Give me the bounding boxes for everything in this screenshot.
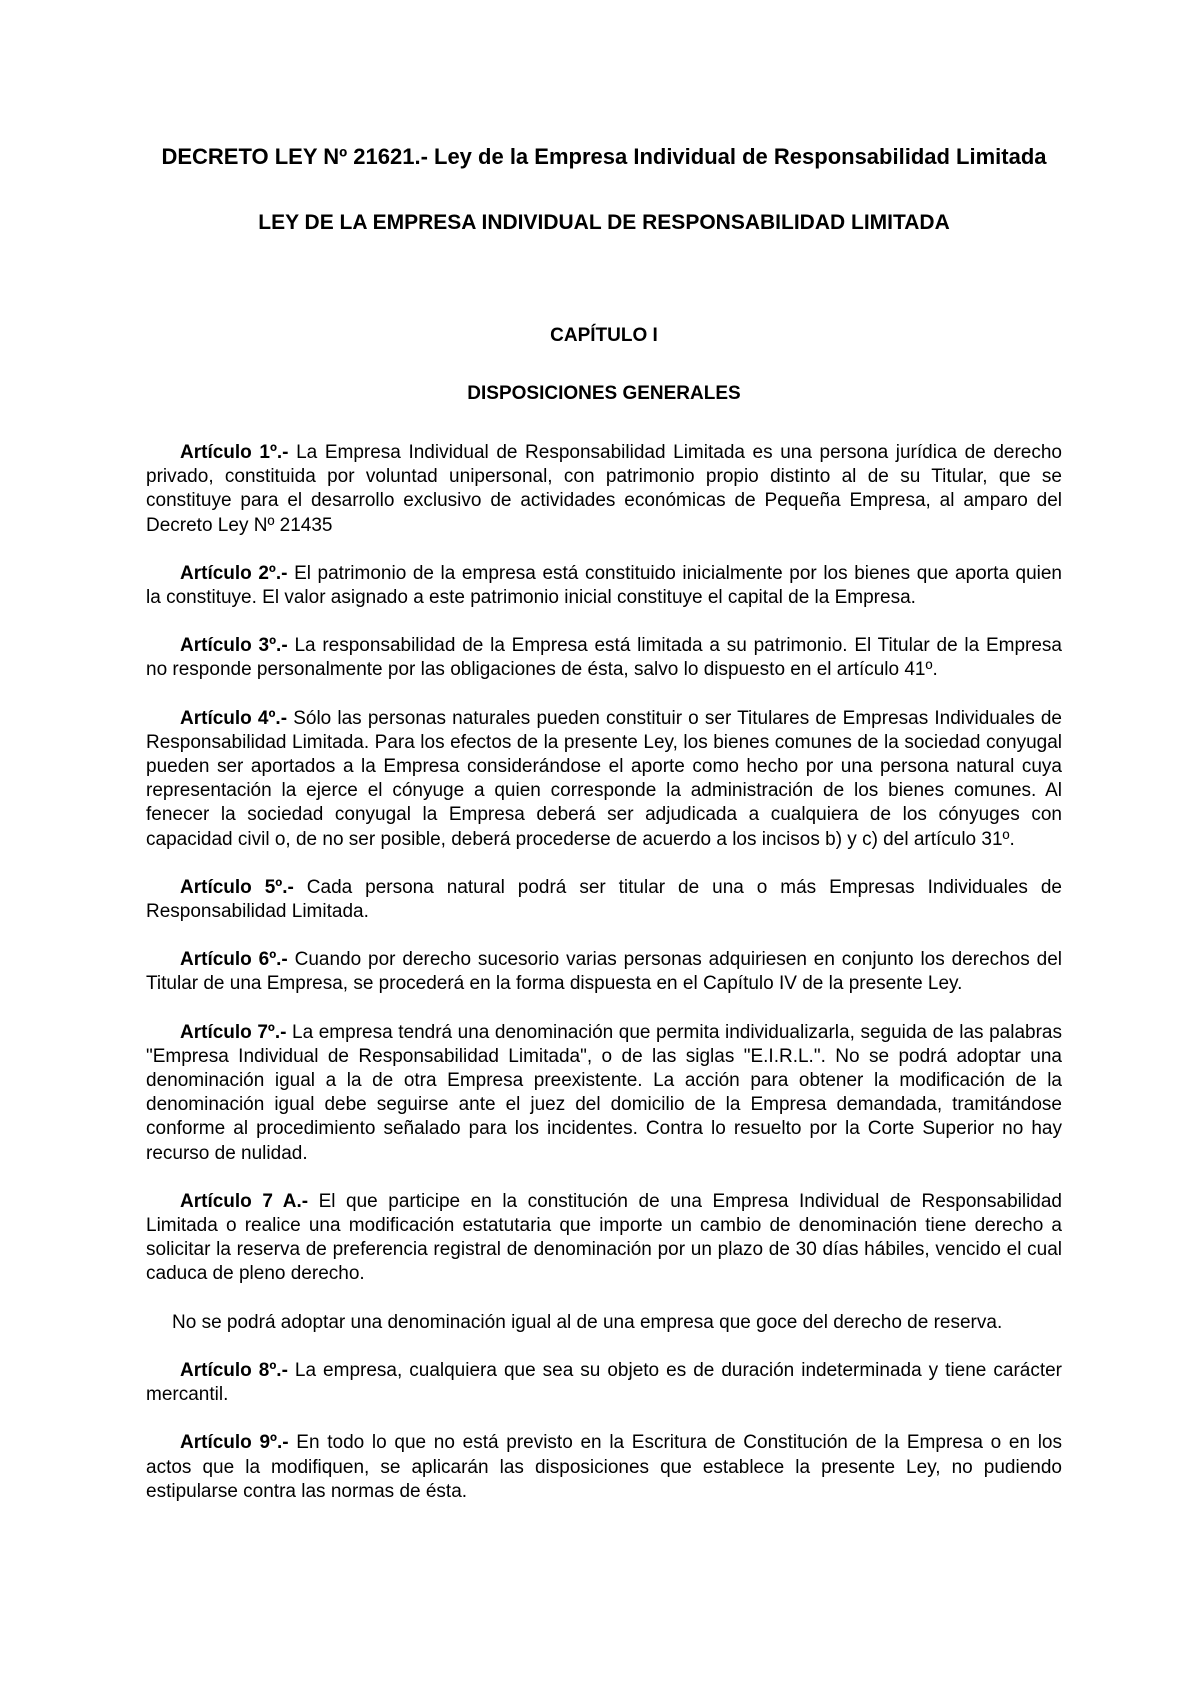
article-text: En todo lo que no está previsto en la Escritura de Constitución de la Empresa o en los actos que la modifiquen, se aplicarán las disposiciones que establece la presente Ley, no pudiendo estipularse contra las normas de ésta. [146,1432,1062,1502]
article-label: Artículo 1º.- [180,442,289,463]
article-2 [146,562,1062,610]
article-7a-paragraph [146,1311,1062,1335]
article-label: Artículo 7º.- [180,1021,287,1043]
article-9 [146,1431,1062,1504]
article-text: Sólo las personas naturales pueden constituir o ser Titulares de Empresas Individuales de Responsabilidad Limitada. Para los efectos de la presente Ley, los bienes comunes de la sociedad conyugal pueden ser aportados a la Empresa considerándose el aporte como hecho por una persona natural cuya representación la ejerce el cónyuge a quien corresponde la administración de los bienes comunes. Al fenecer la sociedad conyugal la Empresa deberá ser adjudicada a cualquiera de los cónyuges con capacidad civil o, de no ser posible, deberá procederse de acuerdo a los incisos b) y c) del artículo 31º. [146,707,1062,850]
article-label: Artículo 2º.- [180,562,288,584]
article-8 [146,1359,1062,1407]
section-heading: DISPOSICIONES GENERALES [467,383,741,404]
article-text: La empresa tendrá una denominación que permita individualizarla, seguida de las palabras "Empresa Individual de Responsabilidad Limitada", o de las siglas "E.I.R.L.". No se podrá adoptar una denominación igual a la de otra Empresa preexistente. La acción para obtener la modificación de la denominación igual debe seguirse ante el juez del domicilio de la Empresa demandada, tramitándose conforme al procedimiento señalado para los incidentes. Contra lo resuelto por la Corte Superior no hay recurso de nulidad. [146,1021,1062,1164]
article-text: La responsabilidad de la Empresa está limitada a su patrimonio. El Titular de la Empresa no responde personalmente por las obligaciones de ésta, salvo lo dispuesto en el artículo 41º. [146,635,1063,681]
article-5 [146,876,1062,924]
article-text: El patrimonio de la empresa está constituido inicialmente por los bienes que aporta quien la constituye. El valor asignado a este patrimonio inicial constituye el capital de la Empresa. [146,562,1062,609]
article-6 [146,948,1062,996]
document-subtitle: LEY DE LA EMPRESA INDIVIDUAL DE RESPONSABILIDAD LIMITADA [258,211,950,234]
article-1 [146,441,1062,538]
article-text: Cada persona natural podrá ser titular de una o más Empresas Individuales de Responsabilidad Limitada. [146,876,1063,923]
article-label: Artículo 8º.- [180,1359,288,1381]
article-label: Artículo 9º.- [180,1432,289,1454]
article-7a [146,1190,1062,1287]
article-label: Artículo 7 A.- [180,1190,309,1212]
article-label: Artículo 4º.- [180,707,288,729]
article-text: La empresa, cualquiera que sea su objeto es de duración indeterminada y tiene carácter mercantil. [146,1359,1063,1406]
article-7 [146,1021,1062,1166]
article-label: Artículo 6º.- [180,949,288,971]
chapter-heading: CAPÍTULO I [550,325,658,346]
article-text: La Empresa Individual de Responsabilidad Limitada es una persona jurídica de derecho privado, constituida por voluntad unipersonal, con patrimonio propio distinto al de su Titular, que se constituye para el desarrollo exclusivo de actividades económicas de Pequeña Empresa, al amparo del Decreto Ley Nº 21435 [146,442,1063,536]
document-title: DECRETO LEY Nº 21621.- Ley de la Empresa Individual de Responsabilidad Limitada [161,144,1047,169]
article-label: Artículo 5º.- [180,876,294,898]
article-4 [146,707,1062,852]
article-text: No se podrá adoptar una denominación igual al de una empresa que goce del derecho de reserva. [172,1311,1003,1333]
article-text: Cuando por derecho sucesorio varias personas adquiriesen en conjunto los derechos del Titular de una Empresa, se procederá en la forma dispuesta en el Capítulo IV de la presente Ley. [146,949,1062,995]
article-text: El que participe en la constitución de una Empresa Individual de Responsabilidad Limitada o realice una modificación estatutaria que importe un cambio de denominación tiene derecho a solicitar la reserva de preferencia registral de denominación por un plazo de 30 días hábiles, vencido el cual caduca de pleno derecho. [146,1190,1062,1285]
article-3 [146,634,1062,682]
article-label: Artículo 3º.- [180,635,288,657]
